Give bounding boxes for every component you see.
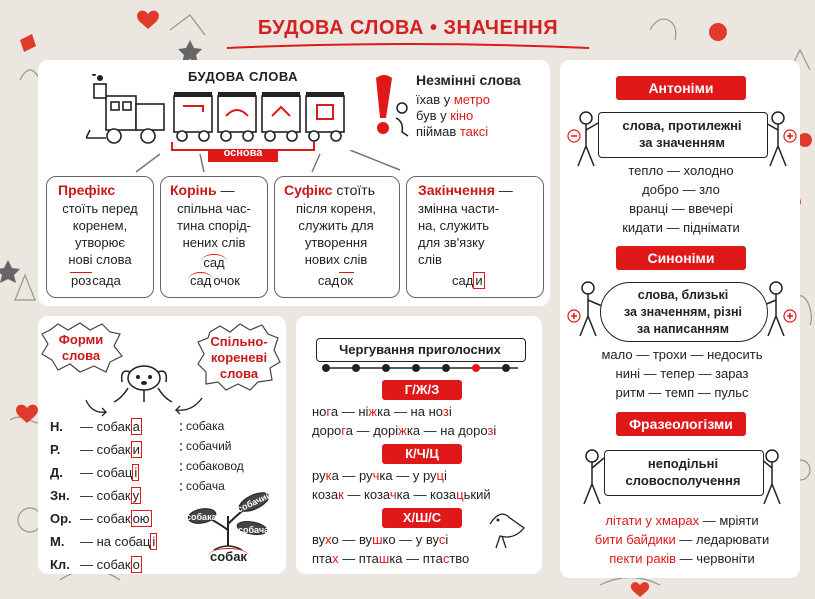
word-segment: ка — на но <box>377 404 443 419</box>
root-example-1: сад <box>203 255 225 270</box>
word-segment: но <box>312 404 327 419</box>
alternating-letter: с <box>438 532 446 547</box>
fixed-word: метро <box>453 92 490 107</box>
fixed-word: кіно <box>450 108 474 123</box>
synonym-row: нині — тепер — зараз <box>615 366 749 381</box>
form-row: Ор. — собак ою <box>50 511 150 526</box>
word-segment: і <box>443 468 447 483</box>
alternation-line <box>312 531 448 548</box>
cognate-word: собаковод <box>186 459 244 473</box>
antonym-pair: кидати — піднімати <box>622 220 740 235</box>
form-row: Д. — собац і <box>50 465 138 480</box>
alternating-letter: г <box>341 423 346 438</box>
word-segment: ву <box>312 532 326 547</box>
suffix-example: садок <box>317 273 354 288</box>
antonyms-label: Антоніми <box>616 76 746 100</box>
word-segment: ка — пта <box>389 551 443 566</box>
cognate-arrow <box>168 396 208 416</box>
alternating-letter: х <box>325 532 332 547</box>
alternating-letter: ж <box>368 404 378 419</box>
word-segment: тво <box>449 551 470 566</box>
word-segment: пта <box>312 551 333 566</box>
word-segment: ко — у ву <box>382 532 439 547</box>
word-segment: а — ні <box>330 404 369 419</box>
alternating-letter: з <box>487 423 494 438</box>
fixed-words-heading: Незмінні слова <box>416 72 521 88</box>
alternation-line <box>312 486 491 503</box>
word-segment: а — ру <box>331 468 373 483</box>
root-term: Корінь — <box>170 182 235 198</box>
word-segment: і <box>493 423 497 438</box>
prefix-term: Префікс <box>58 182 116 198</box>
root-example-2: сад очок <box>190 273 240 288</box>
prefix-example: розсада <box>71 273 121 288</box>
word-segment: — пта <box>338 551 379 566</box>
phraseology-label: Фразеологізми <box>616 412 746 436</box>
alternating-letter: г <box>326 404 331 419</box>
ending-definition: змінна части- на, служить для зв'язку слів <box>418 201 500 267</box>
word-segment: а — дорі <box>345 423 399 438</box>
title-part-1: БУДОВА СЛОВА <box>257 17 424 39</box>
alternating-letter: к <box>325 468 332 483</box>
phraseology-pair: бити байдики — ледарювати <box>594 532 770 547</box>
fixed-word: таксі <box>459 124 489 139</box>
alternating-letter: ц <box>456 487 464 502</box>
root-definition: спільна час- тина спорід- нених слів <box>176 201 252 250</box>
cognate-word: собача <box>186 479 225 493</box>
phraseology-definition: неподільні словосполучення <box>625 456 741 488</box>
cognate-word: собачий <box>186 439 232 453</box>
antonym-pair: вранці — ввечері <box>629 201 733 216</box>
word-segment: ка — на доро <box>406 423 488 438</box>
alternation-label-g-zh-z: Г/Ж/З <box>382 380 462 400</box>
word-segment: ка — коза <box>396 487 457 502</box>
word-segment: ка — у ру <box>379 468 437 483</box>
form-row: Кл. — собак о <box>50 557 140 572</box>
phraseology-pair: літати у хмарах — мріяти <box>605 513 759 528</box>
dot-chain <box>316 360 526 376</box>
alternating-letter: ч <box>389 487 397 502</box>
word-segment: коза <box>312 487 339 502</box>
phraseology-pair: пекти раків — червоніти <box>609 551 755 566</box>
synonyms-definition: слова, близькі за значенням, різні за написанням <box>623 288 743 336</box>
alternation-line <box>312 550 469 567</box>
alternating-letter: с <box>442 551 450 566</box>
title-part-2: ЗНАЧЕННЯ <box>443 17 559 39</box>
alternating-letter: х <box>332 551 339 566</box>
alternating-letter: ш <box>372 532 383 547</box>
bird-icon <box>484 506 530 550</box>
exclamation-icon <box>370 74 414 142</box>
fixed-word-line-1: їхав у метро <box>416 92 490 107</box>
word-segment: і <box>445 532 449 547</box>
ending-term: Закінчення — <box>418 182 513 198</box>
word-segment: — коза <box>343 487 390 502</box>
alternation-heading: Чергування приголосних <box>339 342 501 357</box>
synonyms-label: Синоніми <box>616 246 746 270</box>
tree-root-word: собак <box>210 549 247 564</box>
cognate-word: собака <box>186 419 225 433</box>
alternation-label-kh-sh-s: Х/Ш/С <box>382 508 462 528</box>
suffix-term: Суфікс стоїть <box>284 182 375 198</box>
word-segment: ру <box>312 468 326 483</box>
alternating-letter: к <box>338 487 344 502</box>
alternating-letter: ж <box>398 423 407 438</box>
alternation-line <box>312 467 447 484</box>
prefix-definition: стоїть перед коренем, утворює нові слова <box>62 201 138 267</box>
word-segment: доро <box>312 423 342 438</box>
title-separator: • <box>429 17 438 39</box>
form-row: Зн. — собак у <box>50 488 140 503</box>
form-row: М. — на собац і <box>50 534 156 549</box>
fixed-word-line-2: був у кіно <box>416 108 474 123</box>
antonym-pair: добро — зло <box>642 182 720 197</box>
base-label: основа <box>223 147 263 159</box>
ending-example: сад и <box>452 273 483 288</box>
tree-leaf: собака <box>186 512 217 522</box>
cognate-heading: Спільно-кореневі слова <box>210 334 268 381</box>
synonym-row: мало — трохи — недосить <box>601 347 763 362</box>
tree-leaf: собача <box>238 525 270 535</box>
word-segment: і <box>448 404 452 419</box>
alternation-line <box>312 422 496 439</box>
fixed-word-line-3: піймав таксі <box>416 124 489 139</box>
title-underline <box>225 42 591 52</box>
alternation-label-k-ch-ts: К/Ч/Ц <box>382 444 462 464</box>
alternating-letter: з <box>442 404 449 419</box>
structure-heading: БУДОВА СЛОВА <box>188 69 298 84</box>
forms-arrow <box>82 398 112 418</box>
antonyms-definition: слова, протилежні за значенням <box>622 118 742 150</box>
suffix-definition: після кореня, служить для утворення нових слів <box>295 201 377 267</box>
alternating-letter: ш <box>378 551 390 566</box>
form-row: Р. — собак и <box>50 442 140 457</box>
synonym-row: ритм — темп — пульс <box>615 385 749 400</box>
antonym-pair: тепло — холодно <box>628 163 734 178</box>
word-segment: ький <box>463 487 491 502</box>
alternating-letter: ц <box>436 468 444 483</box>
alternating-letter: ч <box>372 468 380 483</box>
alternation-line <box>312 403 452 420</box>
form-row: Н. — собак а <box>50 419 140 434</box>
forms-heading: Форми слова <box>58 332 104 363</box>
tree-leaf: собачий <box>235 489 274 515</box>
word-segment: о — ву <box>331 532 373 547</box>
